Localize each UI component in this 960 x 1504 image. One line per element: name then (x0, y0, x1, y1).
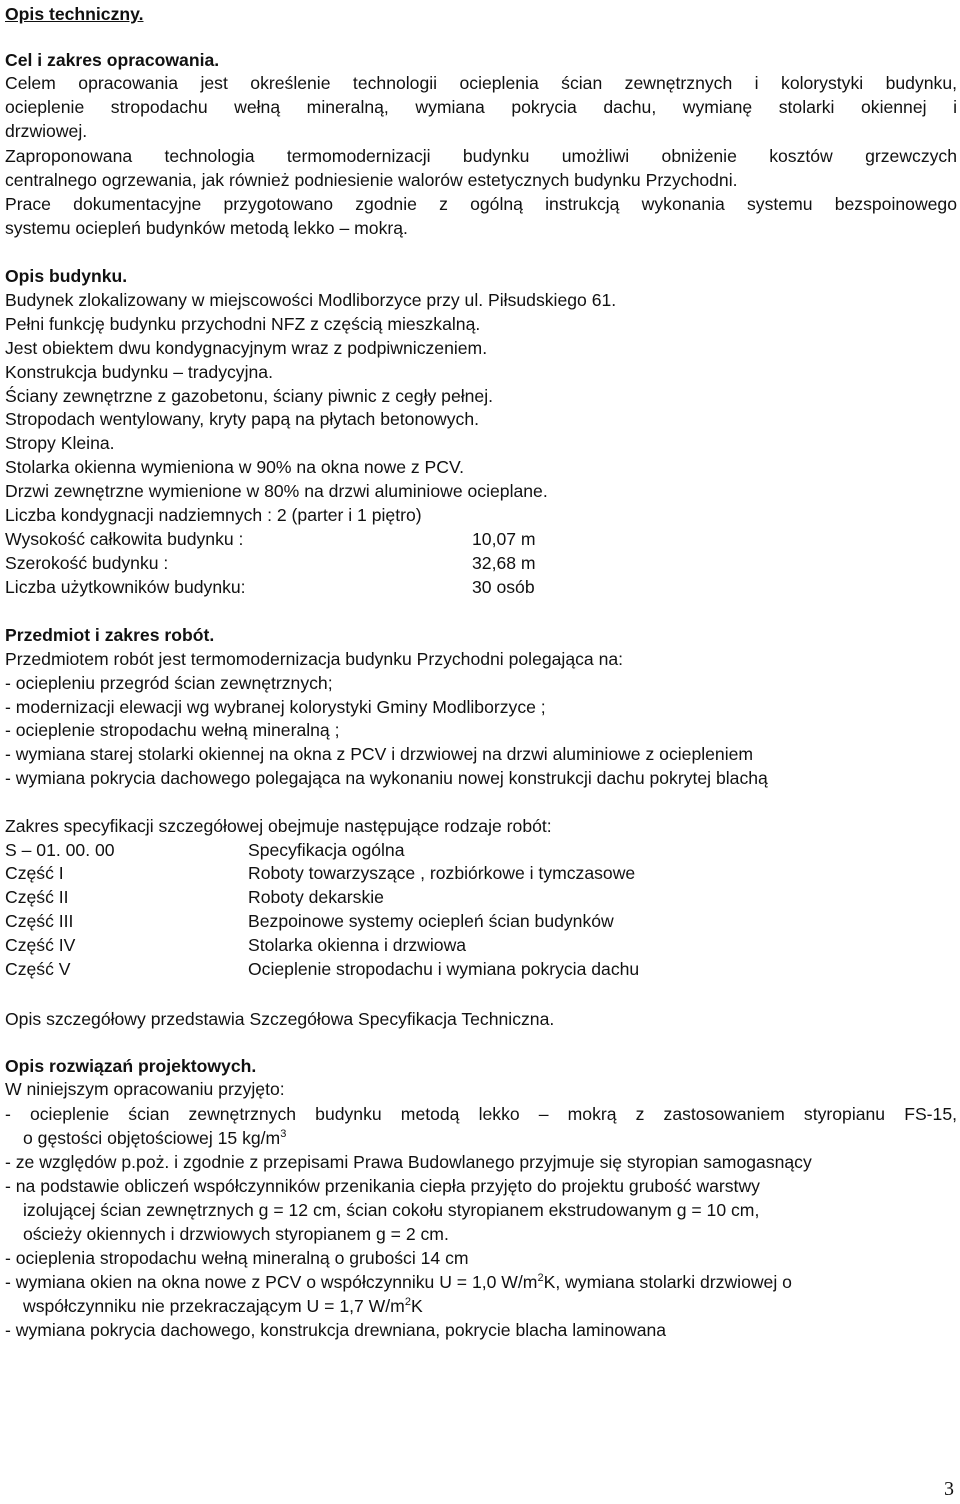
solutions-line: - na podstawie obliczeń współczynników przenikania ciepła przyjęto do projektu grubość warstwy (5, 1176, 760, 1196)
spec-name: Bezpoinowe systemy ociepleń ścian budynków (248, 911, 614, 931)
scope-item: - modernizacji elewacji wg wybranej kolorystyki Gminy Modliborzyce ; (5, 697, 546, 717)
paragraph-line: drzwiowej. (5, 121, 88, 141)
spec-name: Ocieplenie stropodachu i wymiana pokrycia dachu (248, 959, 640, 979)
spec-code: Część III (5, 911, 74, 931)
scope-item: - wymiana pokrycia dachowego polegająca na wykonaniu nowej konstrukcji dachu pokrytej blachą (5, 768, 768, 788)
building-line: Budynek zlokalizowany w miejscowości Modliborzyce przy ul. Piłsudskiego 61. (5, 290, 617, 310)
solutions-line: - ocieplenia stropodachu wełną mineralną o grubości 14 cm (5, 1248, 469, 1268)
spec-code: Część II (5, 887, 69, 907)
page-number: 3 (944, 1478, 954, 1500)
spec-code: Część V (5, 959, 71, 979)
spec-intro: Zakres specyfikacji szczegółowej obejmuje następujące rodzaje robót: (5, 816, 552, 836)
spec-name: Roboty dekarskie (248, 887, 384, 907)
solutions-line: - ze względów p.poż. i zgodnie z przepisami Prawa Budowlanego przyjmuje się styropian samogasnący (5, 1152, 812, 1172)
building-line: Pełni funkcję budynku przychodni NFZ z częścią mieszkalną. (5, 314, 481, 334)
spec-name: Roboty towarzyszące , rozbiórkowe i tymczasowe (248, 863, 636, 883)
scope-item: - ocieplenie stropodachu wełną mineralną ; (5, 720, 340, 740)
building-line: Konstrukcja budynku – tradycyjna. (5, 362, 273, 382)
paragraph-line: systemu ociepleń budynków metodą lekko – mokrą. (5, 218, 408, 238)
spec-code: Część IV (5, 935, 76, 955)
scope-item: - wymiana starej stolarki okiennej na okna z PCV i drzwiowej na drzwi aluminiowe z ociepleniem (5, 744, 754, 764)
spec-code: Część I (5, 863, 64, 883)
section-heading-przedmiot: Przedmiot i zakres robót. (5, 625, 215, 645)
spec-note: Opis szczegółowy przedstawia Szczegółowa Specyfikacja Techniczna. (5, 1009, 555, 1029)
solutions-line: - ocieplenie ścian zewnętrznych budynku metodą lekko – mokrą z zastosowaniem styropianu FS-15, (5, 1104, 957, 1124)
spec-name: Specyfikacja ogólna (248, 840, 405, 860)
solutions-line: współczynniku nie przekraczającym U = 1,7 $W/m^2K$ (23, 1296, 423, 1316)
param-label: Szerokość budynku : (5, 553, 169, 573)
paragraph-line: Prace dokumentacyjne przygotowano zgodnie z ogólną instrukcją wykonania systemu bezspoinowego (5, 194, 957, 214)
document-title: Opis techniczny. (5, 4, 144, 24)
solutions-line: - wymiana okien na okna nowe z PCV o współczynniku U = 1,0 $W/m^2K$, wymiana stolarki drzwiowej o (5, 1272, 792, 1292)
building-line: Drzwi zewnętrzne wymienione w 80% na drzwi aluminiowe ocieplane. (5, 481, 548, 501)
paragraph-line: centralnego ogrzewania, jak również podniesienie walorów estetycznych budynku Przychodni. (5, 170, 738, 190)
building-line: Stropodach wentylowany, kryty papą na płytach betonowych. (5, 409, 479, 429)
section-heading-rozwiazania: Opis rozwiązań projektowych. (5, 1056, 257, 1076)
section-heading-cel: Cel i zakres opracowania. (5, 50, 220, 70)
param-label: Wysokość całkowita budynku : (5, 529, 244, 549)
section-heading-budynek: Opis budynku. (5, 266, 128, 286)
solutions-line: o gęstości objętościowej 15 $kg/m^3$ (23, 1128, 287, 1148)
spec-code: S – 01. 00. 00 (5, 840, 115, 860)
solutions-line: ościeży okiennych i drzwiowych styropianem g = 2 cm. (23, 1224, 449, 1244)
solutions-intro: W niniejszym opracowaniu przyjęto: (5, 1079, 285, 1099)
scope-intro: Przedmiotem robót jest termomodernizacja budynku Przychodni polegająca na: (5, 649, 624, 669)
scope-item: - ociepleniu przegród ścian zewnętrznych; (5, 673, 333, 693)
building-line: Stolarka okienna wymieniona w 90% na okna nowe z PCV. (5, 457, 465, 477)
param-value: 10,07 m (472, 529, 536, 549)
building-line: Ściany zewnętrzne z gazobetonu, ściany piwnic z cegły pełnej. (5, 386, 494, 406)
param-value: 32,68 m (472, 553, 536, 573)
paragraph-line: Celem opracowania jest określenie technologii ocieplenia ścian zewnętrznych i kolorystyki budynku, (5, 73, 957, 93)
building-line: Jest obiektem dwu kondygnacyjnym wraz z podpiwniczeniem. (5, 338, 488, 358)
building-line: Stropy Kleina. (5, 433, 115, 453)
spec-name: Stolarka okienna i drzwiowa (248, 935, 467, 955)
solutions-line: izolującej ścian zewnętrznych g = 12 cm, ścian cokołu styropianem ekstrudowanym g = 10 cm, (23, 1200, 760, 1220)
paragraph-line: Zaproponowana technologia termomodernizacji budynku umożliwi obniżenie kosztów grzewczych (5, 146, 957, 166)
param-label: Liczba użytkowników budynku: (5, 577, 246, 597)
building-line: Liczba kondygnacji nadziemnych : 2 (parter i 1 piętro) (5, 505, 422, 525)
paragraph-line: ocieplenie stropodachu wełną mineralną, wymiana pokrycia dachu, wymianę stolarki okiennej i (5, 97, 957, 117)
param-value: 30 osób (472, 577, 535, 597)
solutions-line: - wymiana pokrycia dachowego, konstrukcja drewniana, pokrycie blacha laminowana (5, 1320, 667, 1340)
